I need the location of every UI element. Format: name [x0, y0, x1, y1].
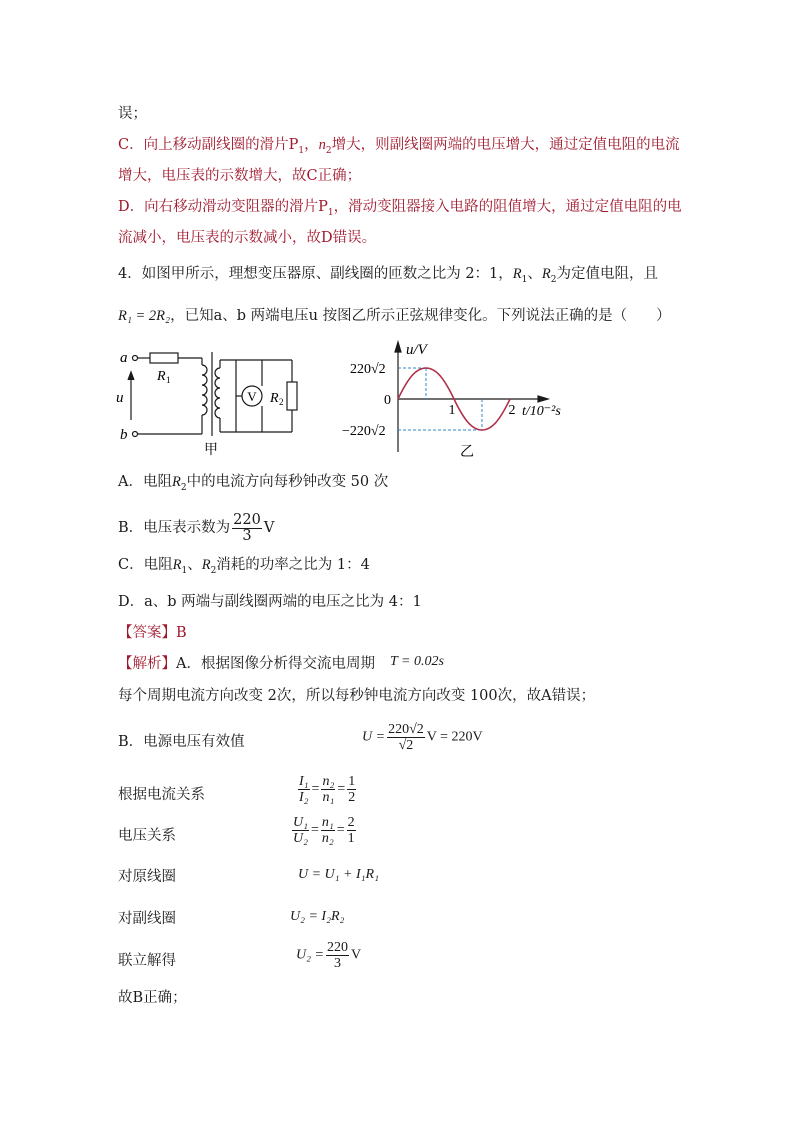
- secondary-coil-label: 对副线圈: [118, 911, 176, 927]
- equation-text: T = 0.02s: [390, 654, 444, 669]
- eq-fraction: [387, 722, 425, 753]
- option-c-text: 消耗的功率之比为 1：4: [216, 557, 370, 573]
- voltmeter-label: V: [247, 389, 257, 404]
- y-positive-tick: 220√2: [350, 362, 386, 377]
- stem-text-2: ，已知a、b 两端电压u 按图乙所示正弦规律变化。下列说法正确的是（ ）: [170, 308, 671, 324]
- numerator: 220: [326, 940, 348, 955]
- option-a-text: 中的电流方向每秒钟改变 50 次: [186, 474, 389, 490]
- subscript: 2: [325, 145, 332, 156]
- numerator: 220√2: [388, 722, 424, 737]
- stem-equation: R₁ = 2R₂: [118, 308, 171, 324]
- subscript: 2: [550, 274, 557, 285]
- option-b-prefix: B．电压表示数为: [118, 520, 231, 536]
- analysis-b-line: B．电源电压有效值: [118, 734, 245, 750]
- option-a-prefix: A．电阻: [118, 474, 172, 490]
- subscript: 2: [210, 565, 217, 576]
- subscript: 1: [521, 274, 528, 285]
- prev-option-c-line-2: 增大，电压表的示数增大，故C正确；: [118, 168, 362, 184]
- one: 1: [348, 774, 356, 789]
- question-stem-line-1: [118, 264, 658, 290]
- subscript: 1: [327, 207, 334, 218]
- analysis-a-text: A．根据图像分析得交流电周期: [176, 656, 375, 672]
- i1: I₁: [299, 774, 309, 789]
- terminal-a-label: a: [120, 350, 128, 366]
- var-r2: R: [201, 557, 211, 573]
- analysis-a-line-2: 每个周期电流方向改变 2次，所以每秒钟电流方向改变 100次，故A错误；: [118, 688, 596, 704]
- analysis-a-line-1: [118, 654, 375, 674]
- solve-label: 联立解得: [118, 953, 176, 969]
- denominator: 3: [242, 527, 252, 544]
- option-c-prefix: C．电阻: [118, 557, 173, 573]
- denominator: √2: [398, 738, 414, 753]
- voltage-relation-label: 电压关系: [118, 828, 176, 844]
- u1: U₁: [293, 815, 308, 830]
- two: 2: [347, 815, 355, 830]
- current-relation-label: 根据电流关系: [118, 787, 205, 803]
- solve-equation: [296, 940, 361, 971]
- stem-tail: 为定值电阻，且: [556, 266, 658, 282]
- denominator: 3: [333, 956, 341, 971]
- figure-jia-caption: 甲: [204, 442, 218, 458]
- option-d-text: D．向右移动滑动变阻器的滑片P: [118, 199, 328, 215]
- origin-label: 0: [384, 393, 391, 408]
- circuit-diagram-jia: [112, 338, 312, 458]
- final-statement: 故B正确；: [118, 990, 187, 1006]
- subscript: 1: [298, 145, 305, 156]
- n2: n₂: [321, 831, 334, 846]
- n2: n₂: [322, 774, 335, 789]
- sine-graph-yi: [336, 334, 596, 460]
- subscript: 1: [181, 565, 188, 576]
- figure-yi-caption: 乙: [460, 444, 474, 460]
- prev-option-c-line-1: C．向上移动副线圈的滑片$P_1$，$n_2$增大，则副线圈两端的电压增大，通过定值电阻的电流: [118, 137, 680, 156]
- option-a: [118, 472, 388, 498]
- y-negative-tick: −220√2: [342, 424, 386, 439]
- primary-coil-label: 对原线圈: [118, 869, 176, 885]
- option-b-fraction: [232, 513, 262, 544]
- i2: I₂: [299, 790, 309, 805]
- effective-voltage-equation: [362, 722, 483, 753]
- var-r1: R: [512, 266, 522, 282]
- r2-subscript: 2: [279, 397, 284, 407]
- r1-label: R: [157, 369, 166, 384]
- numerator: 220: [233, 511, 261, 528]
- variable-n: n: [318, 137, 326, 153]
- answer-label: 【答案】B: [118, 625, 187, 641]
- analysis-label: 【解析】: [118, 656, 176, 672]
- r1-subscript: 1: [166, 375, 171, 385]
- unit: V: [263, 520, 275, 536]
- y-axis-label: u/V: [406, 342, 427, 358]
- n1: n₁: [322, 790, 335, 805]
- option-b: [118, 512, 274, 544]
- var-r1: R: [172, 557, 182, 573]
- x-axis-label: t/10⁻²s: [522, 404, 561, 419]
- option-d: D．a、b 两端与副线圈两端的电压之比为 4：1: [118, 594, 422, 610]
- var-r: R: [171, 474, 181, 490]
- one: 1: [347, 831, 355, 846]
- n1: n₁: [321, 815, 334, 830]
- option-c-text-rest: 增大，则副线圈两端的电压增大，通过定值电阻的电流: [331, 137, 680, 153]
- separator: 、: [187, 557, 202, 573]
- eq-left: U =: [362, 729, 386, 745]
- option-c-text: C．向上移动副线圈的滑片P: [118, 137, 299, 153]
- option-d-text-rest: ，滑动变阻器接入电路的阻值增大，通过定值电阻的电: [333, 199, 682, 215]
- secondary-coil-equation: U₂ = I₂R₂: [290, 909, 345, 924]
- primary-coil-equation: U = U₁ + I₁R₁: [298, 867, 379, 882]
- eq-right: V = 220V: [426, 729, 483, 745]
- current-relation-equation: $\frac{\text{I₁}}{\text{I₂}}$ = $\frac{\text{n₂}}{\text{n₁}}$ = $\frac{1}{2}$: [299, 774, 356, 805]
- x-tick-1: 1: [448, 403, 456, 418]
- voltage-relation-equation: $\frac{\text{U₁}}{\text{U₂}}$ = $\frac{\text{n₁}}{\text{n₂}}$ = $\frac{2}{1}$: [293, 815, 355, 846]
- eq-left: U₂ =: [296, 947, 324, 963]
- separator: 、: [527, 266, 542, 282]
- prev-text-line-1: 误；: [118, 106, 147, 122]
- period-equation: [390, 654, 444, 670]
- r2-label: R: [270, 391, 279, 406]
- terminal-b-label: b: [120, 427, 128, 443]
- prev-option-d-line-2: 流减小，电压表的示数减小，故D错误。: [118, 230, 377, 246]
- unit: V: [350, 947, 362, 963]
- question-stem-line-2: [118, 306, 671, 326]
- voltage-u-label: u: [116, 390, 124, 406]
- two: 2: [348, 790, 356, 805]
- stem-text: 4．如图甲所示，理想变压器原、副线圈的匝数之比为 2：1，: [118, 266, 513, 282]
- option-c: [118, 555, 370, 581]
- u2: U₂: [293, 831, 308, 846]
- x-tick-2: 2: [508, 403, 516, 418]
- var-r2: R: [541, 266, 551, 282]
- prev-option-d-line-1: [118, 197, 682, 223]
- subscript: 2: [180, 482, 187, 493]
